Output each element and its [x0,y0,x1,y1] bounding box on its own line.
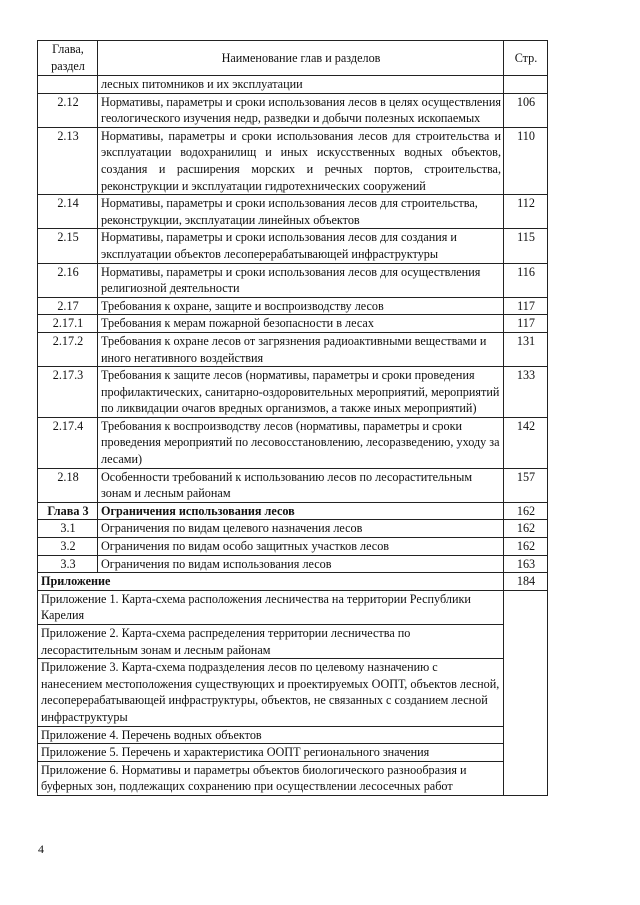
table-row [38,502,548,520]
table-row [38,297,548,315]
row-number: 3.3 [38,555,98,573]
row-title: Нормативы, параметры и сроки использования лесов для осуществления религиозной деятельности [98,263,504,297]
row-number: 2.17.1 [38,315,98,333]
row-page: 115 [504,229,548,263]
appendix-item-row [38,761,548,795]
row-number: 2.14 [38,195,98,229]
row-title: Ограничения по видам использования лесов [98,555,504,573]
appendix-item: Приложение 6. Нормативы и параметры объектов биологического разнообразия и буферных зон, подлежащих сохранению при осуществлении лесосечных работ [38,761,504,795]
row-page: 110 [504,127,548,194]
row-number: 2.18 [38,468,98,502]
row-number: 2.17 [38,297,98,315]
row-page: 162 [504,502,548,520]
table-row [38,195,548,229]
table-row [38,520,548,538]
row-title: Нормативы, параметры и сроки использования лесов для создания и эксплуатации объектов лесоперерабатывающей инфраструктуры [98,229,504,263]
row-page: 142 [504,417,548,468]
row-page: 106 [504,93,548,127]
appendix-heading: Приложение [38,573,504,591]
header-chapter: Глава, раздел [38,41,98,76]
appendix-item: Приложение 2. Карта-схема распределения территории лесничества по лесорастительным зонам и лесным районам [38,625,504,659]
row-page [504,76,548,94]
row-page: 162 [504,538,548,556]
row-number: 3.2 [38,538,98,556]
row-title: Требования к мерам пожарной безопасности в лесах [98,315,504,333]
row-title: Нормативы, параметры и сроки использования лесов в целях осуществления геологического изучения недр, разведки и добычи полезных ископаемых [98,93,504,127]
page-number: 4 [38,842,44,856]
row-number: 2.17.2 [38,332,98,366]
row-page: 131 [504,332,548,366]
row-number: 2.17.3 [38,367,98,418]
appendix-item-row [38,659,548,726]
row-page: 162 [504,520,548,538]
appendix-page-blank [504,590,548,795]
table-row [38,93,548,127]
header-row [38,41,548,76]
appendix-item-row [38,590,548,624]
row-page: 117 [504,297,548,315]
appendix-heading-row [38,573,548,591]
row-title: Нормативы, параметры и сроки использования лесов для строительства, реконструкции, эксплуатации линейных объектов [98,195,504,229]
appendix-item: Приложение 1. Карта-схема расположения лесничества на территории Республики Карелия [38,590,504,624]
row-page: 117 [504,315,548,333]
table-row [38,229,548,263]
row-number: 2.13 [38,127,98,194]
row-title: лесных питомников и их эксплуатации [98,76,504,94]
appendix-item: Приложение 5. Перечень и характеристика ООПТ регионального значения [38,744,504,762]
row-number: 2.16 [38,263,98,297]
appendix-item: Приложение 4. Перечень водных объектов [38,726,504,744]
row-title: Требования к охране лесов от загрязнения радиоактивными веществами и иного негативного воздействия [98,332,504,366]
row-number: 2.17.4 [38,417,98,468]
row-title: Ограничения по видам целевого назначения лесов [98,520,504,538]
row-page: 116 [504,263,548,297]
row-number: Глава 3 [38,502,98,520]
row-title: Ограничения по видам особо защитных участков лесов [98,538,504,556]
table-row [38,332,548,366]
row-page: 163 [504,555,548,573]
table-row [38,127,548,194]
appendix-page: 184 [504,573,548,591]
row-page: 157 [504,468,548,502]
row-page: 112 [504,195,548,229]
appendix-item: Приложение 3. Карта-схема подразделения лесов по целевому назначению с нанесением местоположения существующих и проектируемых ООПТ, объектов лесной, лесоперерабатывающей инфраструктуры, объектов, не связанных с созданием лесной инфраструктуры [38,659,504,726]
table-row [38,263,548,297]
row-title: Требования к воспроизводству лесов (нормативы, параметры и сроки проведения мероприятий по лесовосстановлению, лесоразведению, уходу за лесами) [98,417,504,468]
appendix-item-row [38,744,548,762]
row-title: Требования к охране, защите и воспроизводству лесов [98,297,504,315]
row-number: 2.12 [38,93,98,127]
table-row [38,538,548,556]
row-number: 2.15 [38,229,98,263]
header-page: Стр. [504,41,548,76]
table-row [38,468,548,502]
appendix-item-row [38,625,548,659]
table-row [38,555,548,573]
row-number [38,76,98,94]
table-row [38,76,548,94]
row-title: Особенности требований к использованию лесов по лесорастительным зонам и лесным районам [98,468,504,502]
row-title: Ограничения использования лесов [98,502,504,520]
toc-table [37,40,548,796]
table-row [38,417,548,468]
row-title: Требования к защите лесов (нормативы, параметры и сроки проведения профилактических, санитарно-оздоровительных мероприятий, мероприятий по ликвидации очагов вредных организмов, а также иных мероприятий) [98,367,504,418]
row-number: 3.1 [38,520,98,538]
row-title: Нормативы, параметры и сроки использования лесов для строительства и эксплуатации водохранилищ и иных искусственных водных объектов, создания и расширения морских и речных портов, строительства, реконструкции и эксплуатации гидротехнических сооружений [98,127,504,194]
table-row [38,367,548,418]
table-row [38,315,548,333]
row-page: 133 [504,367,548,418]
header-title: Наименование глав и разделов [98,41,504,76]
appendix-item-row [38,726,548,744]
